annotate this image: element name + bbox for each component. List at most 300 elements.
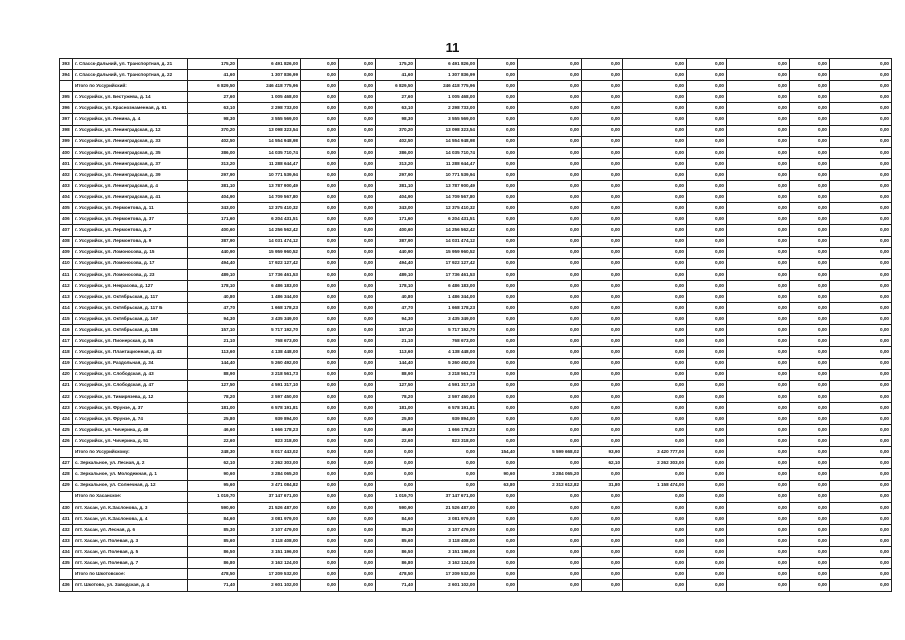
value-cell: 0,00 xyxy=(830,81,892,92)
value-cell: 5 260 492,00 xyxy=(238,358,301,369)
row-number-cell xyxy=(60,569,73,580)
value-cell: 0,00 xyxy=(339,524,376,535)
value-cell: 0,00 xyxy=(376,458,416,469)
value-cell: 0,00 xyxy=(790,347,830,358)
row-number-cell: 414 xyxy=(60,303,73,314)
value-cell: 0,00 xyxy=(687,291,727,302)
value-cell: 2 298 733,00 xyxy=(238,103,301,114)
row-number-cell: 397 xyxy=(60,114,73,125)
value-cell: 2 601 102,00 xyxy=(238,580,301,591)
row-number-cell: 408 xyxy=(60,236,73,247)
value-cell: 12 375 410,32 xyxy=(238,203,301,214)
value-cell: 0,00 xyxy=(478,491,518,502)
value-cell: 0,00 xyxy=(790,181,830,192)
value-cell: 768 673,00 xyxy=(416,336,478,347)
value-cell: 0,00 xyxy=(727,181,790,192)
table-row xyxy=(60,336,892,347)
value-cell: 85,60 xyxy=(376,536,416,547)
row-number-cell: 401 xyxy=(60,158,73,169)
value-cell: 1 019,70 xyxy=(188,491,238,502)
value-cell: 0,00 xyxy=(301,114,339,125)
value-cell: 0,00 xyxy=(301,402,339,413)
value-cell: 113,60 xyxy=(188,347,238,358)
value-cell: 144,40 xyxy=(376,358,416,369)
value-cell: 0,00 xyxy=(478,258,518,269)
value-cell: 0,00 xyxy=(582,125,623,136)
value-cell: 3 218 561,73 xyxy=(238,369,301,380)
value-cell: 0,00 xyxy=(687,59,727,70)
value-cell: 0,00 xyxy=(727,192,790,203)
value-cell: 3 118 408,00 xyxy=(238,536,301,547)
value-cell: 0,00 xyxy=(301,81,339,92)
value-cell: 0,00 xyxy=(301,580,339,591)
value-cell: 1 668 178,23 xyxy=(416,303,478,314)
value-cell: 0,00 xyxy=(623,524,687,535)
value-cell: 0,00 xyxy=(478,136,518,147)
value-cell: 127,50 xyxy=(376,380,416,391)
value-cell: 0,00 xyxy=(339,480,376,491)
value-cell: 127,50 xyxy=(188,380,238,391)
value-cell: 0,00 xyxy=(478,358,518,369)
value-cell: 0,00 xyxy=(582,103,623,114)
value-cell: 0,00 xyxy=(830,92,892,103)
value-cell: 0,00 xyxy=(623,558,687,569)
value-cell: 400,60 xyxy=(376,225,416,236)
subtotal-row xyxy=(60,81,892,92)
value-cell: 0,00 xyxy=(339,414,376,425)
value-cell: 3 081 979,00 xyxy=(238,513,301,524)
value-cell: 3 151 196,00 xyxy=(238,547,301,558)
address-cell: г. Уссурийск, ул. Ленинградская, д. 4 xyxy=(73,181,188,192)
value-cell: 0,00 xyxy=(339,314,376,325)
address-cell: г. Уссурийск, ул. Плантационная, д. 43 xyxy=(73,347,188,358)
value-cell: 0,00 xyxy=(790,369,830,380)
value-cell: 0,00 xyxy=(518,225,582,236)
value-cell: 0,00 xyxy=(830,425,892,436)
value-cell: 0,00 xyxy=(478,225,518,236)
value-cell: 0,00 xyxy=(518,358,582,369)
value-cell: 0,00 xyxy=(790,314,830,325)
value-cell: 0,00 xyxy=(339,513,376,524)
table-row xyxy=(60,103,892,114)
value-cell: 0,00 xyxy=(582,169,623,180)
value-cell: 0,00 xyxy=(790,336,830,347)
value-cell: 0,00 xyxy=(582,280,623,291)
value-cell: 0,00 xyxy=(727,580,790,591)
value-cell: 370,20 xyxy=(376,125,416,136)
value-cell: 0,00 xyxy=(727,103,790,114)
value-cell: 0,00 xyxy=(727,436,790,447)
value-cell: 8 017 443,02 xyxy=(238,447,301,458)
value-cell: 0,00 xyxy=(830,347,892,358)
value-cell: 0,00 xyxy=(687,125,727,136)
value-cell: 0,00 xyxy=(478,247,518,258)
value-cell: 0,00 xyxy=(790,125,830,136)
row-number-cell: 398 xyxy=(60,125,73,136)
value-cell: 0,00 xyxy=(478,169,518,180)
address-cell: г. Уссурийск, ул. Бестужева, д. 14 xyxy=(73,92,188,103)
value-cell: 21 526 487,00 xyxy=(416,502,478,513)
value-cell: 0,00 xyxy=(582,536,623,547)
value-cell: 0,00 xyxy=(582,258,623,269)
row-number-cell: 417 xyxy=(60,336,73,347)
value-cell: 0,00 xyxy=(301,358,339,369)
value-cell: 0,00 xyxy=(339,125,376,136)
value-cell: 0,00 xyxy=(582,81,623,92)
address-cell: г. Уссурийск, ул. Слободская, д. 43 xyxy=(73,369,188,380)
value-cell: 0,00 xyxy=(339,569,376,580)
value-cell: 0,00 xyxy=(790,236,830,247)
address-cell: г. Уссурийск, ул. Ленинградская, д. 12 xyxy=(73,125,188,136)
value-cell: 13 098 323,54 xyxy=(238,125,301,136)
value-cell: 0,00 xyxy=(790,247,830,258)
value-cell: 0,00 xyxy=(518,558,582,569)
value-cell: 0,00 xyxy=(790,114,830,125)
value-cell: 0,00 xyxy=(623,414,687,425)
value-cell: 0,00 xyxy=(830,558,892,569)
value-cell: 0,00 xyxy=(518,81,582,92)
value-cell: 0,00 xyxy=(478,59,518,70)
value-cell: 0,00 xyxy=(518,524,582,535)
value-cell: 0,00 xyxy=(790,147,830,158)
value-cell: 0,00 xyxy=(582,558,623,569)
value-cell: 181,00 xyxy=(188,402,238,413)
value-cell: 0,00 xyxy=(582,70,623,81)
address-cell: г. Уссурийск, ул. Ленинградская, д. 33 xyxy=(73,136,188,147)
value-cell: 0,00 xyxy=(339,225,376,236)
value-cell: 3 555 569,00 xyxy=(416,114,478,125)
value-cell: 62,10 xyxy=(582,458,623,469)
value-cell: 0,00 xyxy=(339,81,376,92)
value-cell: 478,50 xyxy=(188,569,238,580)
row-number-cell: 402 xyxy=(60,169,73,180)
value-cell: 78,20 xyxy=(188,391,238,402)
row-number-cell: 422 xyxy=(60,391,73,402)
value-cell: 0,00 xyxy=(518,436,582,447)
value-cell: 2 597 450,00 xyxy=(238,391,301,402)
value-cell: 0,00 xyxy=(790,214,830,225)
table-row xyxy=(60,181,892,192)
value-cell: 0,00 xyxy=(339,92,376,103)
value-cell: 3 218 561,73 xyxy=(416,369,478,380)
value-cell: 0,00 xyxy=(416,480,478,491)
value-cell: 98,30 xyxy=(188,114,238,125)
value-cell: 0,00 xyxy=(790,558,830,569)
value-cell: 3 107 479,00 xyxy=(416,524,478,535)
value-cell: 0,00 xyxy=(376,447,416,458)
value-cell: 0,00 xyxy=(518,59,582,70)
value-cell: 0,00 xyxy=(582,181,623,192)
value-cell: 0,00 xyxy=(623,491,687,502)
table-row xyxy=(60,203,892,214)
value-cell: 27,60 xyxy=(376,92,416,103)
value-cell: 0,00 xyxy=(518,502,582,513)
value-cell: 1 666 178,23 xyxy=(416,425,478,436)
value-cell: 0,00 xyxy=(301,236,339,247)
value-cell: 22,60 xyxy=(188,436,238,447)
value-cell: 17 209 532,00 xyxy=(416,569,478,580)
value-cell: 0,00 xyxy=(830,436,892,447)
table-row xyxy=(60,358,892,369)
value-cell: 63,80 xyxy=(478,480,518,491)
address-cell: г. Уссурийск, ул. Краснознаменная, д. 61 xyxy=(73,103,188,114)
value-cell: 0,00 xyxy=(623,181,687,192)
value-cell: 0,00 xyxy=(790,81,830,92)
value-cell: 14 035 710,74 xyxy=(238,147,301,158)
value-cell: 0,00 xyxy=(727,414,790,425)
address-cell: г. Спасск-Дальний, ул. Транспортная, д. 22 xyxy=(73,70,188,81)
value-cell: 0,00 xyxy=(687,369,727,380)
value-cell: 0,00 xyxy=(623,347,687,358)
value-cell: 0,00 xyxy=(623,380,687,391)
value-cell: 71,40 xyxy=(188,580,238,591)
value-cell: 0,00 xyxy=(727,536,790,547)
value-cell: 0,00 xyxy=(830,513,892,524)
value-cell: 0,00 xyxy=(582,524,623,535)
value-cell: 0,00 xyxy=(301,92,339,103)
value-cell: 0,00 xyxy=(478,158,518,169)
value-cell: 0,00 xyxy=(623,391,687,402)
value-cell: 0,00 xyxy=(687,536,727,547)
value-cell: 88,90 xyxy=(376,369,416,380)
table-row xyxy=(60,402,892,413)
value-cell: 0,00 xyxy=(830,469,892,480)
value-cell: 86,80 xyxy=(376,558,416,569)
row-number-cell: 431 xyxy=(60,513,73,524)
value-cell: 0,00 xyxy=(339,59,376,70)
value-cell: 0,00 xyxy=(339,380,376,391)
address-cell: г. Уссурийск, ул. Октябрьская, д. 117 xyxy=(73,291,188,302)
value-cell: 0,00 xyxy=(830,291,892,302)
value-cell: 0,00 xyxy=(339,236,376,247)
value-cell: 0,00 xyxy=(518,125,582,136)
value-cell: 0,00 xyxy=(478,536,518,547)
row-number-cell: 428 xyxy=(60,469,73,480)
value-cell: 0,00 xyxy=(301,380,339,391)
value-cell: 0,00 xyxy=(478,402,518,413)
value-cell: 0,00 xyxy=(518,380,582,391)
value-cell: 0,00 xyxy=(582,425,623,436)
value-cell: 6 491 826,00 xyxy=(416,59,478,70)
row-number-cell: 427 xyxy=(60,458,73,469)
value-cell: 0,00 xyxy=(478,569,518,580)
value-cell: 0,00 xyxy=(339,536,376,547)
value-cell: 0,00 xyxy=(339,103,376,114)
value-cell: 2 601 102,00 xyxy=(416,580,478,591)
value-cell: 0,00 xyxy=(727,59,790,70)
value-cell: 0,00 xyxy=(582,502,623,513)
value-cell: 0,00 xyxy=(478,114,518,125)
value-cell: 0,00 xyxy=(687,358,727,369)
value-cell: 0,00 xyxy=(518,291,582,302)
value-cell: 25,80 xyxy=(188,414,238,425)
value-cell: 0,00 xyxy=(582,314,623,325)
value-cell: 0,00 xyxy=(727,524,790,535)
value-cell: 1 668 178,23 xyxy=(238,303,301,314)
value-cell: 489,10 xyxy=(188,269,238,280)
value-cell: 0,00 xyxy=(830,458,892,469)
value-cell: 0,00 xyxy=(727,81,790,92)
address-cell: г. Уссурийск, ул. Раздольная, д. 34 xyxy=(73,358,188,369)
value-cell: 175,20 xyxy=(376,59,416,70)
value-cell: 0,00 xyxy=(790,380,830,391)
table-row xyxy=(60,136,892,147)
value-cell: 0,00 xyxy=(687,347,727,358)
value-cell: 94,30 xyxy=(376,314,416,325)
value-cell: 2 262 303,00 xyxy=(623,458,687,469)
address-cell: г. Уссурийск, ул. Ломоносова, д. 17 xyxy=(73,258,188,269)
value-cell: 0,00 xyxy=(339,291,376,302)
value-cell: 62,10 xyxy=(188,458,238,469)
value-cell: 0,00 xyxy=(687,280,727,291)
value-cell: 0,00 xyxy=(301,214,339,225)
value-cell: 0,00 xyxy=(518,236,582,247)
value-cell: 0,00 xyxy=(582,269,623,280)
value-cell: 0,00 xyxy=(518,580,582,591)
value-cell: 0,00 xyxy=(301,325,339,336)
value-cell: 0,00 xyxy=(687,547,727,558)
value-cell: 0,00 xyxy=(478,236,518,247)
value-cell: 6 578 191,81 xyxy=(416,402,478,413)
value-cell: 0,00 xyxy=(478,192,518,203)
value-cell: 0,00 xyxy=(687,214,727,225)
value-cell: 0,00 xyxy=(518,169,582,180)
value-cell: 40,80 xyxy=(376,291,416,302)
value-cell: 0,00 xyxy=(830,192,892,203)
value-cell: 0,00 xyxy=(830,203,892,214)
value-cell: 381,10 xyxy=(188,181,238,192)
row-number-cell: 399 xyxy=(60,136,73,147)
value-cell: 2 262 303,00 xyxy=(238,458,301,469)
row-number-cell: 425 xyxy=(60,425,73,436)
value-cell: 0,00 xyxy=(790,524,830,535)
value-cell: 0,00 xyxy=(623,314,687,325)
row-number-cell: 436 xyxy=(60,580,73,591)
value-cell: 0,00 xyxy=(582,114,623,125)
value-cell: 489,10 xyxy=(376,269,416,280)
value-cell: 0,00 xyxy=(830,147,892,158)
value-cell: 0,00 xyxy=(301,480,339,491)
value-cell: 0,00 xyxy=(790,103,830,114)
table-row xyxy=(60,291,892,302)
value-cell: 0,00 xyxy=(790,136,830,147)
value-cell: 381,10 xyxy=(376,181,416,192)
value-cell: 3 162 124,00 xyxy=(416,558,478,569)
row-number-cell: 435 xyxy=(60,558,73,569)
value-cell: 0,00 xyxy=(687,303,727,314)
value-cell: 0,00 xyxy=(790,536,830,547)
value-cell: 0,00 xyxy=(518,214,582,225)
value-cell: 0,00 xyxy=(301,181,339,192)
value-cell: 0,00 xyxy=(301,103,339,114)
value-cell: 0,00 xyxy=(518,347,582,358)
value-cell: 0,00 xyxy=(727,569,790,580)
value-cell: 313,20 xyxy=(376,158,416,169)
value-cell: 2 298 733,00 xyxy=(416,103,478,114)
row-number-cell: 421 xyxy=(60,380,73,391)
address-cell: г. Уссурийск, ул. Ленинградская, д. 41 xyxy=(73,192,188,203)
address-cell: Итого по Уссурийскому: xyxy=(73,447,188,458)
row-number-cell: 433 xyxy=(60,536,73,547)
row-number-cell: 411 xyxy=(60,269,73,280)
value-cell: 4 138 448,00 xyxy=(238,347,301,358)
value-cell: 4 591 317,10 xyxy=(416,380,478,391)
value-cell: 0,00 xyxy=(301,414,339,425)
address-cell: с. Зеркальное, ул. Солнечная, д. 12 xyxy=(73,480,188,491)
value-cell: 823 318,00 xyxy=(238,436,301,447)
value-cell: 0,00 xyxy=(582,569,623,580)
value-cell: 6 204 431,51 xyxy=(416,214,478,225)
table-row xyxy=(60,303,892,314)
table-row xyxy=(60,369,892,380)
row-number-cell: 418 xyxy=(60,347,73,358)
row-number-cell: 416 xyxy=(60,325,73,336)
value-cell: 0,00 xyxy=(687,580,727,591)
value-cell: 94,30 xyxy=(188,314,238,325)
value-cell: 494,40 xyxy=(376,258,416,269)
value-cell: 157,10 xyxy=(188,325,238,336)
value-cell: 0,00 xyxy=(582,414,623,425)
value-cell: 0,00 xyxy=(623,402,687,413)
value-cell: 21,10 xyxy=(376,336,416,347)
value-cell: 12 375 410,32 xyxy=(416,203,478,214)
value-cell: 0,00 xyxy=(478,125,518,136)
value-cell: 297,90 xyxy=(188,169,238,180)
table-row xyxy=(60,325,892,336)
table-row xyxy=(60,280,892,291)
value-cell: 0,00 xyxy=(339,203,376,214)
value-cell: 0,00 xyxy=(339,192,376,203)
value-cell: 0,00 xyxy=(623,103,687,114)
address-cell: пгт. Хасан, ул. Полевая, д. 5 xyxy=(73,547,188,558)
value-cell: 0,00 xyxy=(518,391,582,402)
value-cell: 0,00 xyxy=(727,347,790,358)
value-cell: 3 435 349,00 xyxy=(238,314,301,325)
value-cell: 0,00 xyxy=(623,336,687,347)
table-row xyxy=(60,114,892,125)
value-cell: 0,00 xyxy=(582,358,623,369)
value-cell: 0,00 xyxy=(339,280,376,291)
address-cell: пгт. Хасан, ул. Полевая, д. 3 xyxy=(73,536,188,547)
value-cell: 0,00 xyxy=(339,391,376,402)
value-cell: 0,00 xyxy=(790,469,830,480)
value-cell: 0,00 xyxy=(727,114,790,125)
address-cell: с. Зеркальное, ул. Молодежная, д. 1 xyxy=(73,469,188,480)
value-cell: 0,00 xyxy=(518,247,582,258)
value-cell: 0,00 xyxy=(687,480,727,491)
value-cell: 0,00 xyxy=(376,480,416,491)
value-cell: 0,00 xyxy=(623,214,687,225)
value-cell: 0,00 xyxy=(339,502,376,513)
value-cell: 0,00 xyxy=(727,502,790,513)
value-cell: 0,00 xyxy=(830,480,892,491)
value-cell: 63,10 xyxy=(376,103,416,114)
table-row xyxy=(60,425,892,436)
value-cell: 1 307 836,99 xyxy=(238,70,301,81)
value-cell: 0,00 xyxy=(582,92,623,103)
value-cell: 0,00 xyxy=(582,336,623,347)
value-cell: 0,00 xyxy=(790,258,830,269)
value-cell: 0,00 xyxy=(301,314,339,325)
value-cell: 157,10 xyxy=(376,325,416,336)
value-cell: 0,00 xyxy=(478,269,518,280)
value-cell: 0,00 xyxy=(790,269,830,280)
value-cell: 22,60 xyxy=(376,436,416,447)
value-cell: 0,00 xyxy=(727,92,790,103)
value-cell: 0,00 xyxy=(623,114,687,125)
value-cell: 0,00 xyxy=(582,203,623,214)
value-cell: 0,00 xyxy=(518,414,582,425)
